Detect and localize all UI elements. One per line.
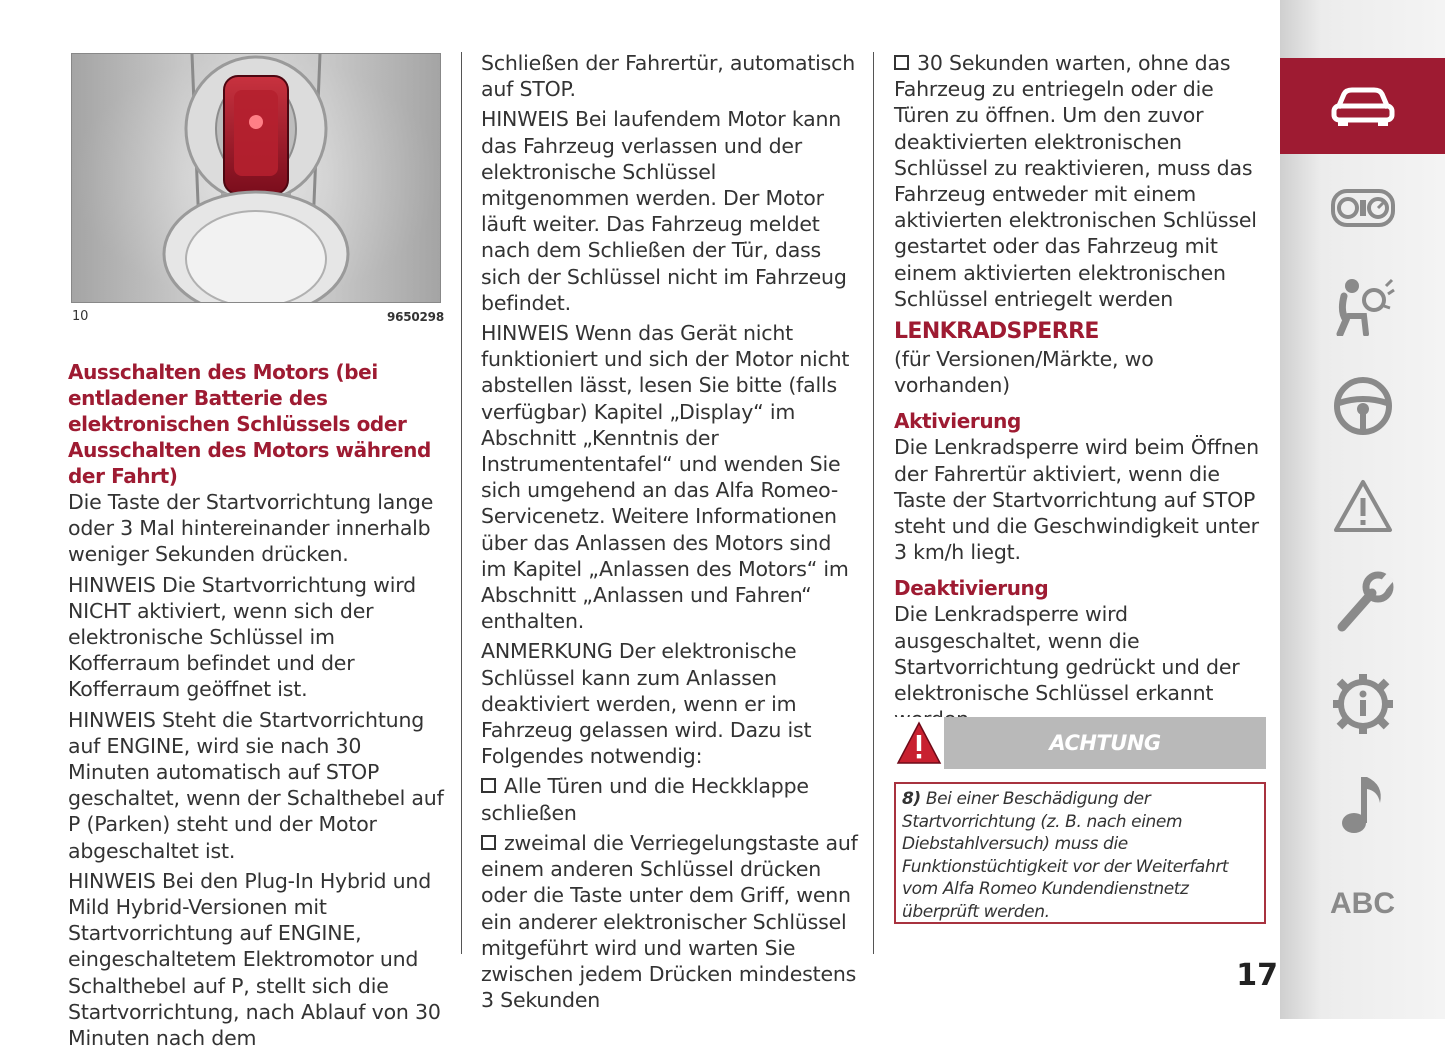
warning-icon xyxy=(1332,478,1394,534)
list-item xyxy=(481,773,861,825)
figure-code: 9650298 xyxy=(386,310,444,324)
sidebar-item-index[interactable] xyxy=(1280,856,1445,952)
achtung-icon-box xyxy=(894,717,944,769)
column-divider xyxy=(873,52,874,954)
figure-start-button-photo xyxy=(71,53,441,303)
paragraph: Die Lenkradsperre wird beim Öffnen der Fahrertür aktiviert, wenn die Taste der Startvorrichtung auf STOP steht und die Geschwindigkeit unter 3 km/h liegt. xyxy=(894,435,1259,565)
checkbox-bullet-icon xyxy=(894,55,909,70)
column-middle xyxy=(481,50,861,1017)
subheading-deaktivierung: Deaktivierung xyxy=(894,576,1049,601)
subheading-aktivierung: Aktivierung xyxy=(894,409,1021,434)
paragraph: HINWEIS Bei laufendem Motor kann das Fahrzeug verlassen und der elektronische Schlüssel mitgenommen werden. Der Motor läuft weiter. Das Fahrzeug meldet nach dem Schließen der Tür, dass sich der Schlüssel nicht im Fahrzeug befindet. xyxy=(481,107,847,315)
sidebar-item-vehicle[interactable] xyxy=(1280,58,1445,154)
paragraph: Die Taste der Startvorrichtung lange oder 3 Mal hintereinander innerhalb weniger Sekunden drücken. xyxy=(68,490,434,567)
paragraph: HINWEIS Die Startvorrichtung wird NICHT aktiviert, wenn sich der elektronische Schlüssel im Kofferraum befindet und der Kofferraum geöffnet ist. xyxy=(68,572,416,702)
list-item-text: 30 Sekunden warten, ohne das Fahrzeug zu entriegeln oder die Türen zu öffnen. Um den zuvor deaktivierten elektronischen Schlüssel zu reaktivieren, muss das Fahrzeug entweder mit einem aktivierten elektronischen Schlüssel gestartet oder das Fahrzeug mit einem aktivierten elektronischen Schlüssel entriegelt werden xyxy=(894,51,1257,311)
start-button-illustration xyxy=(72,54,440,302)
note-text: Bei einer Beschädigung der Startvorrichtung (z. B. nach einem Diebstahlversuch) muss die Funktionstüchtigkeit vor der Weiterfahrt vom Alfa Romeo Kundendienstnetz überprüft werden. xyxy=(902,789,1229,922)
sidebar-item-multimedia[interactable] xyxy=(1280,756,1445,852)
achtung-note xyxy=(894,782,1266,924)
achtung-title: ACHTUNG xyxy=(1049,731,1161,755)
column-right xyxy=(894,50,1269,767)
list-item-text: zweimal die Verriegelungstaste auf einem anderen Schlüssel drücken oder die Taste unter dem Griff, wenn ein anderer elektronischer Schlüssel mitgeführt wird und warten Sie zwischen jedem Drücken mindestens 3 Sekunden xyxy=(481,830,858,1013)
wrench-icon xyxy=(1332,571,1394,637)
sidebar-item-technical-data[interactable] xyxy=(1280,656,1445,752)
section-heading-ausschalten: Ausschalten des Motors (bei entladener Batterie des elektronischen Schlüssels oder Ausschalten des Motors während der Fahrt) xyxy=(68,360,431,488)
music-note-icon xyxy=(1338,773,1388,835)
page-number: 17 xyxy=(1236,958,1278,993)
paragraph: HINWEIS Wenn das Gerät nicht funktioniert und sich der Motor nicht abstellen lässt, lesen Sie bitte (falls verfügbar) Kapitel „Display“ im Abschnitt „Kenntnis der Instrumententafel“ und wenden Sie sich umgehend an das Alfa Romeo-Servicenetz. Weitere Informationen über das Anlassen des Motors sind im Kapitel „Anlassen des Motors“ im Abschnitt „Anlassen und Fahren“ enthalten. xyxy=(481,321,850,634)
sidebar-item-safety[interactable] xyxy=(1280,258,1445,354)
paragraph: Schließen der Fahrertür, automatisch auf STOP. xyxy=(481,51,856,102)
note-number: 8) xyxy=(902,789,921,809)
sidebar-item-maintenance[interactable] xyxy=(1280,556,1445,652)
steering-wheel-icon xyxy=(1332,375,1394,437)
checkbox-bullet-icon xyxy=(481,778,496,793)
checkbox-bullet-icon xyxy=(481,835,496,850)
paragraph: Die Lenkradsperre wird ausgeschaltet, wenn die Startvorrichtung gedrückt und der elektronische Schlüssel erkannt xyxy=(894,602,1240,706)
info-gear-icon xyxy=(1331,672,1395,736)
index-label: ABC xyxy=(1330,887,1395,920)
achtung-header xyxy=(894,717,1266,769)
section-heading-lenkradsperre: LENKRADSPERRE xyxy=(894,319,1099,345)
sidebar-item-driving[interactable] xyxy=(1280,358,1445,454)
column-divider xyxy=(461,52,462,954)
sidebar-item-instruments[interactable] xyxy=(1280,160,1445,256)
sidebar-item-emergency[interactable] xyxy=(1280,458,1445,554)
figure-caption xyxy=(72,307,444,327)
airbag-icon xyxy=(1330,276,1396,336)
paragraph: ANMERKUNG Der elektronische Schlüssel kann zum Anlassen deaktiviert werden, wenn er im Fahrzeug gelassen wird. Dazu ist Folgendes notwendig: xyxy=(481,639,812,769)
warning-triangle-icon xyxy=(896,721,942,765)
list-item-text: Alle Türen und die Heckklappe schließen xyxy=(481,774,809,825)
paragraph: (für Versionen/Märkte, wo vorhanden) xyxy=(894,347,1154,398)
chapter-sidebar xyxy=(1280,0,1445,1019)
list-item xyxy=(894,50,1269,312)
paragraph: HINWEIS Bei den Plug-In Hybrid und Mild Hybrid-Versionen mit Startvorrichtung auf ENGINE, eingeschaltetem Elektromotor und Schalthebel auf P, stellt sich die Startvorrichtung, nach Ablauf von 30 Minuten nach dem xyxy=(68,868,441,1051)
dashboard-icon xyxy=(1330,185,1396,231)
list-item xyxy=(481,830,861,1013)
paragraph: HINWEIS Steht die Startvorrichtung auf ENGINE, wird sie nach 30 Minuten automatisch auf STOP geschaltet, wenn der Schalthebel auf P (Parken) steht und der Motor abgeschaltet ist. xyxy=(68,707,444,863)
car-icon xyxy=(1330,82,1396,130)
figure-number: 10 xyxy=(72,309,89,324)
column-left xyxy=(68,50,444,1055)
